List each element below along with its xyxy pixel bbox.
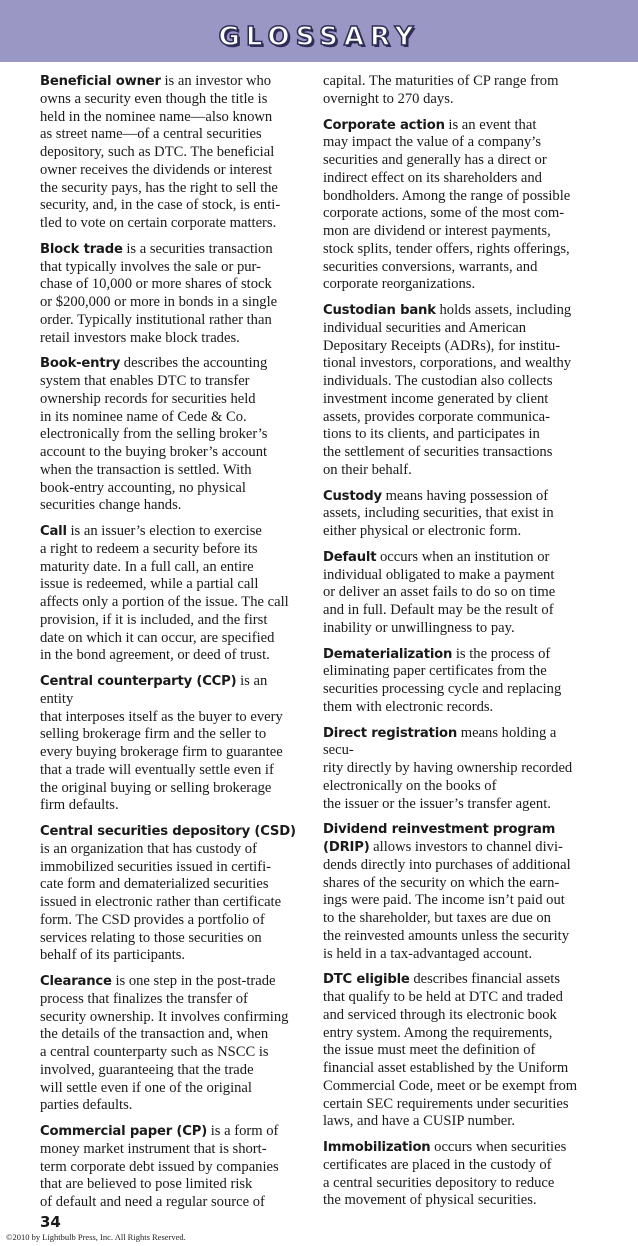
glossary-entry: [40, 73, 302, 233]
glossary-definition: holds assets, including individual securities and American Depositary Receipts (ADRs), for institu- tional investors, corporations, and wealthy individuals. The custodian also collects investment income generated by client assets, provides corporate communica- tions to its clients, and participates in the settlement of securities transactions on their behalf.: [323, 302, 572, 478]
glossary-definition: means having possession of assets, including securities, that exist in either physical or electronic form.: [323, 487, 554, 539]
glossary-definition: allows investors to channel divi- dends directly into purchases of additional shares of the security on which the earn- ings were paid. The income isn’t paid out to the shareholder, but taxes are due on the reinvested amounts unless the security is held in a tax-advantaged account.: [323, 839, 571, 962]
glossary-banner: [0, 0, 638, 62]
glossary-term: Beneficial owner: [40, 74, 161, 89]
glossary-term: Direct registration: [323, 725, 458, 741]
glossary-entry: [40, 241, 302, 348]
glossary-entry: [323, 971, 585, 1131]
glossary-definition: occurs when an institution or individual obligated to make a payment or deliver an asset fails to do so on time and in full. Default may be the result of inability or unwillingness to pay.: [323, 548, 556, 636]
page-number: 34: [40, 1213, 61, 1231]
glossary-entry: [40, 823, 302, 965]
glossary-entry: [40, 1123, 302, 1212]
glossary-entry: [323, 1139, 585, 1210]
glossary-definition: is an entity that interposes itself as the buyer to every selling brokerage firm and the seller to every buying brokerage firm to guarantee that a trade will eventually settle even if the original buying or selling brokerage firm defaults.: [40, 673, 283, 814]
glossary-entry: [323, 302, 585, 480]
glossary-entry: [40, 673, 302, 815]
copyright-notice: ©2010 by Lightbulb Press, Inc. All Rights Reserved.: [6, 1232, 186, 1242]
glossary-entry: [323, 73, 585, 109]
left-column: [40, 73, 302, 1220]
glossary-definition: means holding a secu- rity directly by having ownership recorded electronically on the books of the issuer or the issuer’s transfer agent.: [323, 724, 573, 812]
glossary-term: Corporate action: [323, 117, 445, 133]
glossary-definition: occurs when securities certificates are placed in the custody of a central securities depository to reduce the movement of physical securities.: [323, 1139, 567, 1209]
glossary-term: Central counterparty (CCP): [40, 674, 237, 689]
glossary-entry: [323, 646, 585, 717]
glossary-entry: [323, 488, 585, 541]
glossary-term: Book-entry: [40, 356, 121, 372]
glossary-definition: is an investor who owns a security even though the title is held in the nominee name—also known as street name—of a central securities depository, such as DTC. The beneficial owner receives the dividends or interest the security pays, has the right to sell the security, and, in the case of stock, is enti- tled to vote on certain corporate matters.: [40, 73, 281, 231]
glossary-entry: [323, 549, 585, 638]
glossary-term: Call: [40, 524, 67, 539]
glossary-definition: describes financial assets that qualify to be held at DTC and traded and serviced through its electronic book entry system. Among the requirements, the issue must meet the definition of financial asset established by the Uniform Commercial Code, meet or be exempt from certain SEC requirements under securities laws, and have a CUSIP number.: [323, 971, 578, 1130]
glossary-definition: is a form of money market instrument that is short- term corporate debt issued by companies that are believed to pose limited risk of default and need a regular source of: [40, 1123, 279, 1210]
glossary-entry: [40, 523, 302, 665]
glossary-term: Block trade: [40, 241, 123, 257]
glossary-term: Dividend reinvestment program (DRIP): [323, 822, 556, 855]
glossary-definition: is one step in the post-trade process that finalizes the transfer of security ownership. It involves confirming the details of the transaction and, when a central counterparty such as NSCC is involved, guaranteeing that the trade will settle even if one of the original parties defaults.: [40, 973, 289, 1114]
glossary-definition: describes the accounting system that enables DTC to transfer ownership records for securities held in its nominee name of Cede & Co. electronically from the selling broker’s account to the buying broker’s account when the transaction is settled. With book-entry accounting, no physical securities change hands.: [40, 355, 268, 514]
glossary-term: DTC eligible: [323, 972, 410, 988]
glossary-term: Dematerialization: [323, 646, 453, 662]
glossary-term: Custodian bank: [323, 303, 436, 318]
glossary-term: Default: [323, 549, 377, 565]
glossary-entry: [323, 725, 585, 814]
glossary-definition: is an issuer’s election to exercise a right to redeem a security before its maturity date. In a full call, an entire issue is redeemed, while a partial call affects only a portion of the issue. The call provision, if it is included, and the first date on which it can occur, are specified in the bond agreement, or deed of trust.: [40, 523, 289, 664]
glossary-definition: capital. The maturities of CP range from overnight to 270 days.: [323, 73, 559, 107]
glossary-term: Clearance: [40, 974, 112, 989]
glossary-term: Central securities depository (CSD): [40, 824, 296, 839]
glossary-entry: [40, 973, 302, 1115]
page-title: GLOSSARY: [218, 22, 420, 52]
right-column: [323, 73, 585, 1218]
glossary-entry: [323, 821, 585, 963]
glossary-definition: is an organization that has custody of immobilized securities issued in certifi- cate form and dematerialized securities issued in electronic rather than certificate form. The CSD provides a portfolio of services relating to those securities on behalf of its participants.: [40, 840, 282, 964]
glossary-definition: is an event that may impact the value of a company’s securities and generally has a direct or indirect effect on its shareholders and bondholders. Among the range of possible corporate actions, some of the most com- mon are dividend or interest payments, stock splits, tender offers, rights offerings, securities conversions, warrants, and corporate reorganizations.: [323, 116, 571, 293]
glossary-definition: is a securities transaction that typically involves the sale or pur- chase of 10,000 or more shares of stock or $200,000 or more in bonds in a single order. Typically institutional rather than retail investors make block trades.: [40, 240, 278, 346]
glossary-term: Custody: [323, 488, 382, 504]
glossary-term: Commercial paper (CP): [40, 1124, 208, 1139]
glossary-definition: is the process of eliminating paper certificates from the securities processing cycle and replacing them with electronic records.: [323, 645, 562, 715]
glossary-term: Immobilization: [323, 1140, 431, 1155]
glossary-entry: [323, 117, 585, 295]
glossary-entry: [40, 355, 302, 515]
